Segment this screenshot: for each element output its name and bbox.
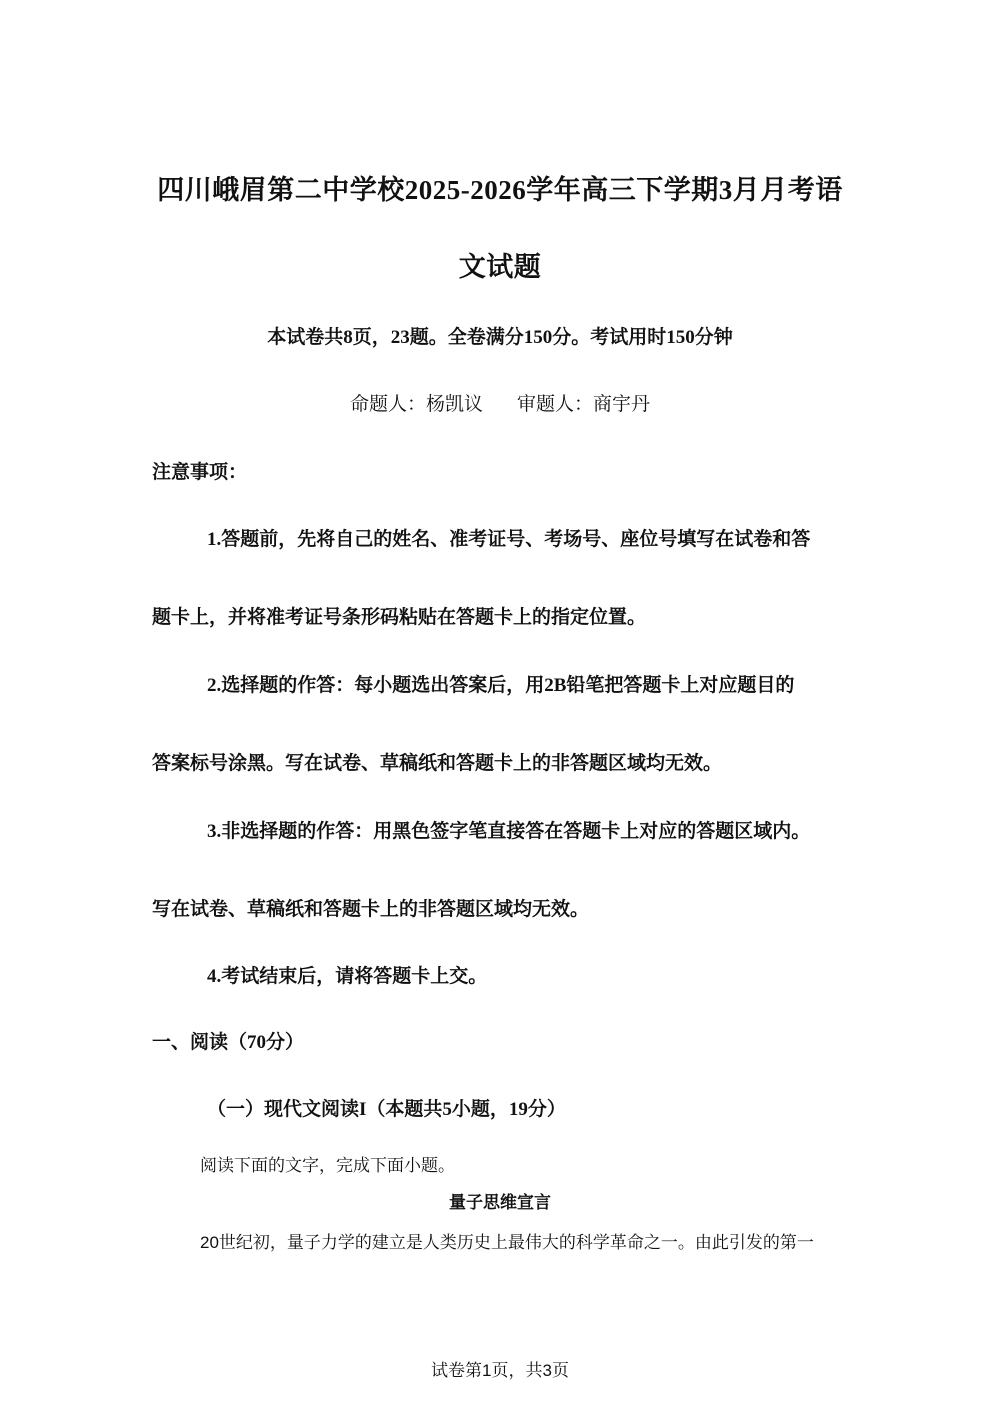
reading-instruction: 阅读下面的文字，完成下面小题。 (200, 1156, 455, 1175)
exam-title-line-2: 文试题 (458, 252, 542, 282)
question-reviewer: 审题人：商宇丹 (517, 394, 651, 415)
note-1-line-1: 1.答题前，先将自己的姓名、准考证号、考场号、座位号填写在试卷和答 (207, 529, 811, 550)
notes-heading: 注意事项： (152, 462, 248, 483)
note-2-line-2: 答案标号涂黑。写在试卷、草稿纸和答题卡上的非答题区域均无效。 (152, 753, 723, 774)
page-footer: 试卷第1页，共3页 (431, 1361, 569, 1380)
article-first-line: 20世纪初，量子力学的建立是人类历史上最伟大的科学革命之一。由此引发的第一 (200, 1233, 814, 1252)
exam-info: 本试卷共8页，23题。全卷满分150分。考试用时150分钟 (267, 327, 733, 348)
note-3-line-1: 3.非选择题的作答：用黑色签字笔直接答在答题卡上对应的答题区域内。 (207, 821, 811, 842)
note-3-line-2: 写在试卷、草稿纸和答题卡上的非答题区域均无效。 (152, 899, 590, 920)
question-setter: 命题人：杨凯议 (349, 394, 483, 415)
note-2-line-1: 2.选择题的作答：每小题选出答案后，用2B铅笔把答题卡上对应题目的 (207, 675, 795, 696)
section-heading: 一、阅读（70分） (152, 1032, 305, 1053)
note-1-line-2: 题卡上，并将准考证号条形码粘贴在答题卡上的指定位置。 (152, 607, 647, 628)
author-line (0, 389, 1000, 416)
note-4-line-1: 4.考试结束后，请将答题卡上交。 (207, 966, 488, 987)
subsection-heading: （一）现代文阅读I（本题共5小题，19分） (207, 1099, 566, 1120)
exam-title-line-1: 四川峨眉第二中学校2025-2026学年高三下学期3月月考语 (157, 175, 843, 205)
article-title: 量子思维宣言 (449, 1193, 551, 1212)
